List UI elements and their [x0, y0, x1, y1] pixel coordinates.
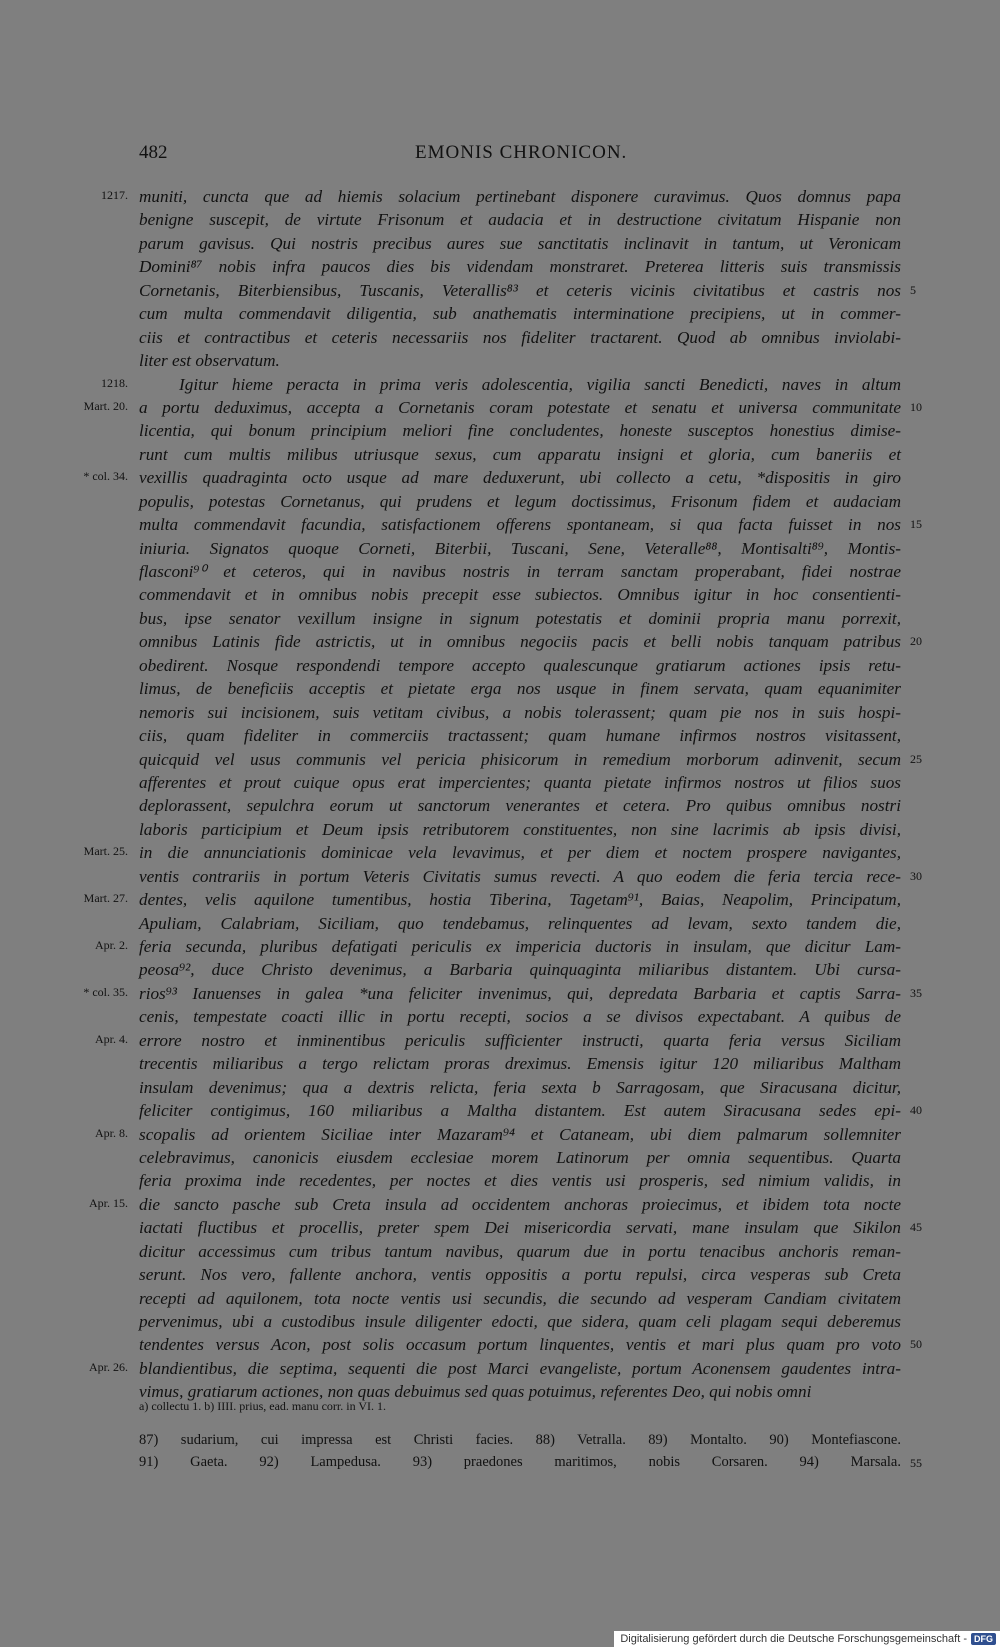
text-line [0, 888, 1000, 911]
line-text: die sancto pasche sub Creta insula ad occidentem anchoras proiecimus, et ibidem tota nocte [139, 1194, 901, 1214]
line-number: 25 [910, 751, 922, 766]
text-line [0, 232, 1000, 255]
line-text: recepti ad aquilonem, tota nocte ventis usi secundis, die secundo ad vesperam Candiam civitatem [139, 1288, 901, 1308]
margin-date-note: Apr. 4. [95, 1031, 128, 1046]
text-line [0, 560, 1000, 583]
line-text: pervenimus, ubi a custodibus insule diligenter edocti, que sidera, quam celi plagam sequi deberemus [139, 1312, 901, 1331]
line-number: 50 [910, 1337, 922, 1352]
line-text: dentes, velis aquilone tumentibus, hostia Tiberina, Tagetam⁹¹, Baias, Neapolim, Principatum, [139, 890, 901, 910]
text-line [0, 1146, 1000, 1169]
line-text: in die annunciationis dominicae vela levavimus, et per diem et noctem prospere navigantes, [139, 843, 901, 863]
credit-text: Digitalisierung gefördert durch die Deutsche Forschungsgemeinschaft - [620, 1633, 967, 1645]
line-text: ciis et contractibus et ceteris necessariis nos fideliter tractarent. Quod ab omnibus inviolabi- [139, 327, 901, 347]
line-number: 40 [910, 1103, 922, 1118]
text-line [0, 1099, 1000, 1122]
line-text: serunt. Nos vero, fallente anchora, ventis oppositis a portu repulsi, circa vesperas sub Creta [139, 1265, 901, 1285]
chronicle-text [0, 185, 1000, 1404]
text-line [0, 185, 1000, 208]
line-text: tendentes versus Acon, post solis occasum portum linquentes, ventis et mari plus quam pro voto [139, 1335, 901, 1355]
line-text: deplorassent, sepulchra eorum ut sanctorum venerantes et cetera. Pro quibus omnibus nostri [139, 796, 901, 816]
line-text: cum multa commendavit diligentia, sub anathematis interminatione precipiens, ut in commer- [139, 304, 901, 324]
margin-date-note: Apr. 15. [89, 1195, 128, 1210]
margin-date-note: * col. 34. [83, 469, 128, 484]
margin-date-note: Apr. 26. [89, 1359, 128, 1374]
line-text: runt cum multis milibus utriusque sexus, cum apparatu insigni et gloria, cum baneriis et [139, 444, 901, 464]
line-text: bus, ipse senator vexillum insigne in signum potestatis et dominii propria manu porrexit, [139, 608, 901, 628]
page-number: 482 [139, 142, 168, 163]
line-text: a portu deduximus, accepta a Cornetanis coram potestate et senatu et universa communitate [139, 397, 901, 417]
digitization-credit [614, 1631, 1000, 1647]
line-text: limus, de beneficiis acceptis et pietate erga nos usque in finem servata, quam equanimiter [139, 679, 901, 699]
text-line [0, 748, 1000, 771]
margin-date-note: Mart. 20. [83, 398, 128, 413]
text-line [0, 1310, 1000, 1333]
text-line [0, 724, 1000, 747]
page-header [0, 142, 1000, 170]
line-text: Igitur hieme peracta in prima veris adolescentia, vigilia sancti Benedicti, naves in altum [179, 374, 901, 394]
margin-date-note: Mart. 27. [83, 891, 128, 906]
line-text: celebravimus, canonicis eiusdem ecclesiae morem Latinorum per omnia sequentibus. Quarta [139, 1147, 901, 1167]
text-line [0, 1005, 1000, 1028]
line-text: liter est observatum. [139, 351, 280, 371]
text-line [0, 513, 1000, 536]
line-number: 10 [910, 399, 922, 414]
text-line [0, 208, 1000, 231]
line-text: populis, potestas Cornetanus, qui prudens et legum doctissimus, Frisonum fidem et audaciam [139, 491, 901, 511]
line-text: feliciter contigimus, 160 miliaribus a Maltha distantem. Est autem Siracusana sedes epi- [139, 1101, 901, 1121]
text-line [0, 583, 1000, 606]
margin-date-note: Apr. 2. [95, 938, 128, 952]
text-line [0, 1123, 1000, 1146]
line-text: laboris participium et Deum ipsis retributorem constituentes, non sine lacrimis ab ipsis divisi, [139, 819, 901, 839]
text-line [0, 1052, 1000, 1075]
line-text: vimus, gratiarum actiones, non quas debuimus sed quas potuimus, referentes Deo, qui nobis omni [139, 1382, 812, 1402]
text-line [0, 818, 1000, 841]
margin-date-note: 1217. [101, 188, 128, 202]
text-line [0, 1169, 1000, 1192]
line-number: 35 [910, 985, 922, 1000]
text-line [0, 701, 1000, 724]
footnote-text: 91) Gaeta. 92) Lampedusa. 93) praedones maritimos, nobis Corsaren. 94) Marsala. [139, 1454, 901, 1470]
text-line [0, 771, 1000, 794]
line-text: iniuria. Signatos quoque Corneti, Biterbii, Tuscani, Sene, Veteralle⁸⁸, Montisalti⁸⁹, Montis- [139, 538, 901, 558]
text-line [0, 396, 1000, 419]
text-line [0, 865, 1000, 888]
line-number: 30 [910, 868, 922, 883]
line-text: errore nostro et inminentibus periculis sufficienter instructi, quarta feria versus Siciliam [139, 1030, 901, 1050]
line-text: ciis, quam fideliter in commerciis tractassent; quam humane infirmos nostros visitassent, [139, 726, 901, 746]
line-text: feria secunda, pluribus defatigati periculis ex impericia ductoris in insulam, que dicitur Lam- [139, 937, 901, 956]
text-line [0, 255, 1000, 278]
text-line [0, 466, 1000, 489]
line-text: blandientibus, die septima, sequenti die post Marci evangeliste, portum Aconensem gaudentes intra- [139, 1358, 901, 1378]
text-line [0, 935, 1000, 958]
text-line [0, 373, 1000, 396]
text-line [0, 419, 1000, 442]
text-line [0, 1287, 1000, 1310]
line-text: benigne suscepit, de virtute Frisonum et audacia et in destructione civitatum Hispanie non [139, 210, 901, 230]
line-text: multa commendavit facundia, satisfactionem offerens spontaneam, si qua facta fuisset in nos [139, 515, 901, 535]
line-text: flasconi⁹⁰ et ceteros, qui in navibus nostris in terram sanctam properabant, fidei nostrae [139, 562, 901, 581]
line-text: parum gavisus. Qui nostris precibus aures sue sanctitatis inclinavit in tantum, ut Veronicam [139, 233, 901, 253]
critical-apparatus: a) collectu 1. b) IIII. prius, ead. manu corr. in VI. 1. [139, 1399, 387, 1413]
text-line [0, 279, 1000, 302]
line-text: omnibus Latinis fide astrictis, ut in omnibus negociis pacis et belli nobis tanquam patribus [139, 632, 901, 652]
line-text: Cornetanis, Biterbiensibus, Tuscanis, Veterallis⁸³ et ceteris vicinis civitatibus et castris nos [139, 280, 901, 300]
line-text: insulam devenimus; qua a dextris relicta, feria sexta b Sarragosam, que Siracusana dicitur, [139, 1077, 901, 1097]
text-line [0, 1263, 1000, 1286]
text-line [0, 1240, 1000, 1263]
line-text: licentia, qui bonum principium meliori fine concludentes, honeste susceptos honestius dimise- [139, 421, 901, 441]
margin-date-note: 1218. [101, 375, 128, 390]
line-text: ventis contrariis in portum Veteris Civitatis sumus revecti. A quo eodem die feria tercia rece- [139, 866, 901, 886]
line-number: 5 [910, 282, 916, 297]
text-line [0, 677, 1000, 700]
text-line [0, 982, 1000, 1005]
line-text: Apuliam, Calabriam, Siciliam, quo tendebamus, relinquentes ad levam, sexto tandem die, [139, 913, 901, 933]
text-line [0, 654, 1000, 677]
text-line [0, 1333, 1000, 1356]
text-line [0, 1029, 1000, 1052]
line-text: rios⁹³ Ianuenses in galea *una feliciter invenimus, qui, depredata Barbaria et captis Sarra- [139, 983, 901, 1003]
line-number: 20 [910, 634, 922, 649]
margin-date-note: Apr. 8. [95, 1125, 128, 1140]
text-line [0, 1216, 1000, 1239]
text-line [0, 841, 1000, 864]
text-line [0, 490, 1000, 513]
text-line [0, 443, 1000, 466]
text-line [0, 912, 1000, 935]
line-text: commendavit et in omnibus nobis precepit esse subiectos. Omnibus igitur in hoc consentienti- [139, 585, 901, 605]
text-line [0, 1193, 1000, 1216]
footnote-row [139, 1454, 922, 1476]
line-text: vexillis quadraginta octo usque ad mare deduxerunt, ubi collecto a cetu, *dispositis in giro [139, 468, 901, 488]
text-line [0, 1076, 1000, 1099]
running-title: EMONIS CHRONICON. [415, 142, 628, 163]
text-line [0, 326, 1000, 349]
line-text: feria proxima inde recedentes, per noctes et dies ventis usi prosperis, sed nimium validis, in [139, 1171, 901, 1191]
line-text: muniti, cuncta que ad hiemis solacium pertinebant disponere curavimus. Quos domnus papa [139, 187, 901, 206]
line-text: nemoris sui incisionem, suis vetitam civibus, a nobis tolerassent; quam pie nos in suis hospi- [139, 702, 901, 722]
line-number: 45 [910, 1220, 922, 1235]
line-text: peosa⁹², duce Christo devenimus, a Barbaria quinquaginta miliaribus distantem. Ubi cursa- [139, 960, 901, 980]
line-text: cenis, tempestate coacti illic in portu recepti, socios a se divisos expectabant. A quibus de [139, 1007, 901, 1027]
margin-date-note: * col. 35. [83, 984, 128, 999]
footnote-text: 87) sudarium, cui impressa est Christi facies. 88) Vetralla. 89) Montalto. 90) Montefiascone. [139, 1432, 901, 1448]
line-text: afferentes et prout cuique opus erat impercientes; quanta pietate infirmos nostros ut filios suos [139, 772, 901, 792]
line-text: dicitur accessimus cum tribus tantum navibus, quarum due in portu tenacibus anchoris reman- [139, 1241, 901, 1261]
text-line [0, 794, 1000, 817]
text-line [0, 349, 1000, 372]
footnotes [139, 1432, 922, 1476]
line-number: 55 [910, 1456, 922, 1470]
text-line [0, 1357, 1000, 1380]
line-text: quicquid vel usus communis vel pericia phisicorum in remedium morborum adinvenit, secum [139, 749, 901, 769]
line-number: 15 [910, 517, 922, 532]
text-line [0, 958, 1000, 981]
line-text: scopalis ad orientem Siciliae inter Mazaram⁹⁴ et Cataneam, ubi diem palmarum sollemniter [139, 1124, 901, 1144]
line-text: iactati fluctibus et procellis, preter spem Dei misericordia servati, mane insulam que Sikilon [139, 1218, 901, 1238]
line-text: Domini⁸⁷ nobis infra paucos dies bis videndam monstraret. Preterea litteris suis transmissis [139, 257, 901, 277]
dfg-logo-icon: DFG [971, 1633, 996, 1645]
text-line [0, 607, 1000, 630]
text-line [0, 302, 1000, 325]
text-line [0, 630, 1000, 653]
footnote-row [139, 1432, 919, 1454]
line-text: trecentis miliaribus a tergo relictam proras dreximus. Emensis igitur 120 miliaribus Maltham [139, 1054, 901, 1074]
text-line [0, 537, 1000, 560]
line-text: obedirent. Nosque respondendi tempore accepto qualescunque gratiarum actiones ipsis retu- [139, 655, 901, 675]
margin-date-note: Mart. 25. [83, 844, 128, 859]
